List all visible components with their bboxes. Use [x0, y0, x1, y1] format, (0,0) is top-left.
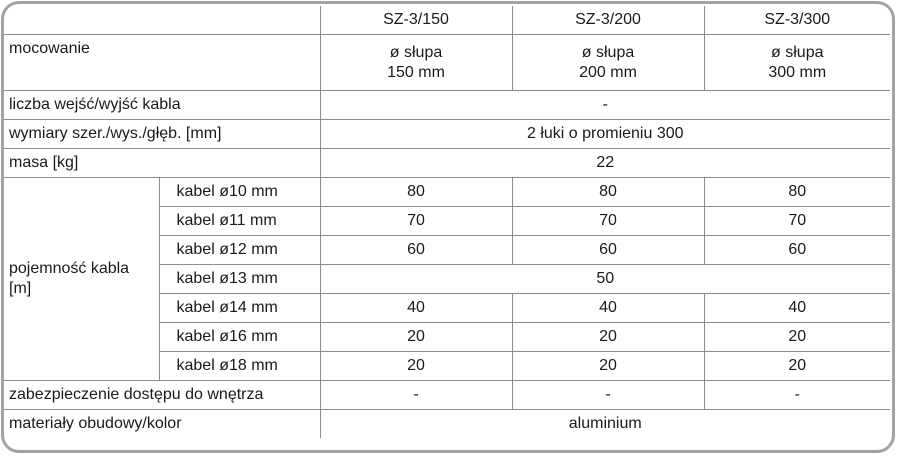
zabezpieczenie-value-3: -: [704, 381, 890, 410]
row-liczba: [4, 91, 890, 120]
mocowanie-value-2-line2: 200 mm: [579, 63, 637, 81]
label-pojemnosc-line2: [m]: [9, 280, 32, 297]
kabel-value: 60: [704, 236, 890, 265]
label-liczba: liczba wejść/wyjść kabla: [4, 91, 320, 120]
row-mocowanie: [4, 35, 890, 91]
label-materialy: materiały obudowy/kolor: [4, 410, 320, 439]
masa-value: 22: [320, 149, 890, 178]
row-materialy: [4, 410, 890, 439]
header-empty-cell: [4, 6, 320, 35]
mocowanie-value-1-line2: 150 mm: [387, 63, 445, 81]
kabel-value: 20: [512, 352, 704, 381]
kabel-label: kabel ø13 mm: [159, 265, 320, 294]
kabel-value: 20: [320, 352, 512, 381]
row-masa: [4, 149, 890, 178]
label-zabezpieczenie: zabezpieczenie dostępu do wnętrza: [4, 381, 320, 410]
kabel-value: 20: [704, 352, 890, 381]
header-sz3-150: SZ-3/150: [320, 6, 512, 35]
zabezpieczenie-value-1: -: [320, 381, 512, 410]
kabel-label: kabel ø10 mm: [159, 178, 320, 207]
label-masa: masa [kg]: [4, 149, 320, 178]
header-row: [4, 6, 890, 35]
kabel-value: 60: [512, 236, 704, 265]
kabel-label: kabel ø14 mm: [159, 294, 320, 323]
label-pojemnosc: [4, 178, 159, 381]
kabel-label: kabel ø16 mm: [159, 323, 320, 352]
spec-table: [4, 6, 890, 438]
mocowanie-value-2-line1: ø słupa: [581, 43, 635, 61]
label-pojemnosc-line1: pojemność kabla: [9, 260, 130, 277]
kabel-value: 20: [704, 323, 890, 352]
kabel-value: 80: [512, 178, 704, 207]
header-sz3-300: SZ-3/300: [704, 6, 890, 35]
mocowanie-value-1-line1: ø słupa: [389, 43, 443, 61]
kabel-label: kabel ø12 mm: [159, 236, 320, 265]
materialy-value: aluminium: [320, 410, 890, 439]
kabel-value-merged: 50: [320, 265, 890, 294]
row-zabezpieczenie: [4, 381, 890, 410]
kabel-value: 60: [320, 236, 512, 265]
mocowanie-value-3-line1: ø słupa: [771, 43, 824, 61]
liczba-value: -: [320, 91, 890, 120]
kabel-value: 80: [320, 178, 512, 207]
mocowanie-value-3-line2: 300 mm: [768, 63, 827, 81]
mocowanie-value-2: [512, 35, 704, 91]
mocowanie-value-1: [320, 35, 512, 91]
kabel-value: 80: [704, 178, 890, 207]
kabel-value: 70: [512, 207, 704, 236]
kabel-value: 20: [512, 323, 704, 352]
kabel-label: kabel ø11 mm: [159, 207, 320, 236]
kabel-value: 40: [320, 294, 512, 323]
row-kabel-10: [4, 178, 890, 207]
kabel-value: 40: [704, 294, 890, 323]
zabezpieczenie-value-2: -: [512, 381, 704, 410]
kabel-value: 20: [320, 323, 512, 352]
kabel-value: 70: [704, 207, 890, 236]
mocowanie-value-3: [704, 35, 890, 91]
label-wymiary: wymiary szer./wys./głęb. [mm]: [4, 120, 320, 149]
row-wymiary: [4, 120, 890, 149]
kabel-value: 70: [320, 207, 512, 236]
kabel-value: 40: [512, 294, 704, 323]
label-mocowanie: mocowanie: [4, 35, 320, 91]
kabel-label: kabel ø18 mm: [159, 352, 320, 381]
header-sz3-200: SZ-3/200: [512, 6, 704, 35]
wymiary-value: 2 łuki o promieniu 300: [320, 120, 890, 149]
